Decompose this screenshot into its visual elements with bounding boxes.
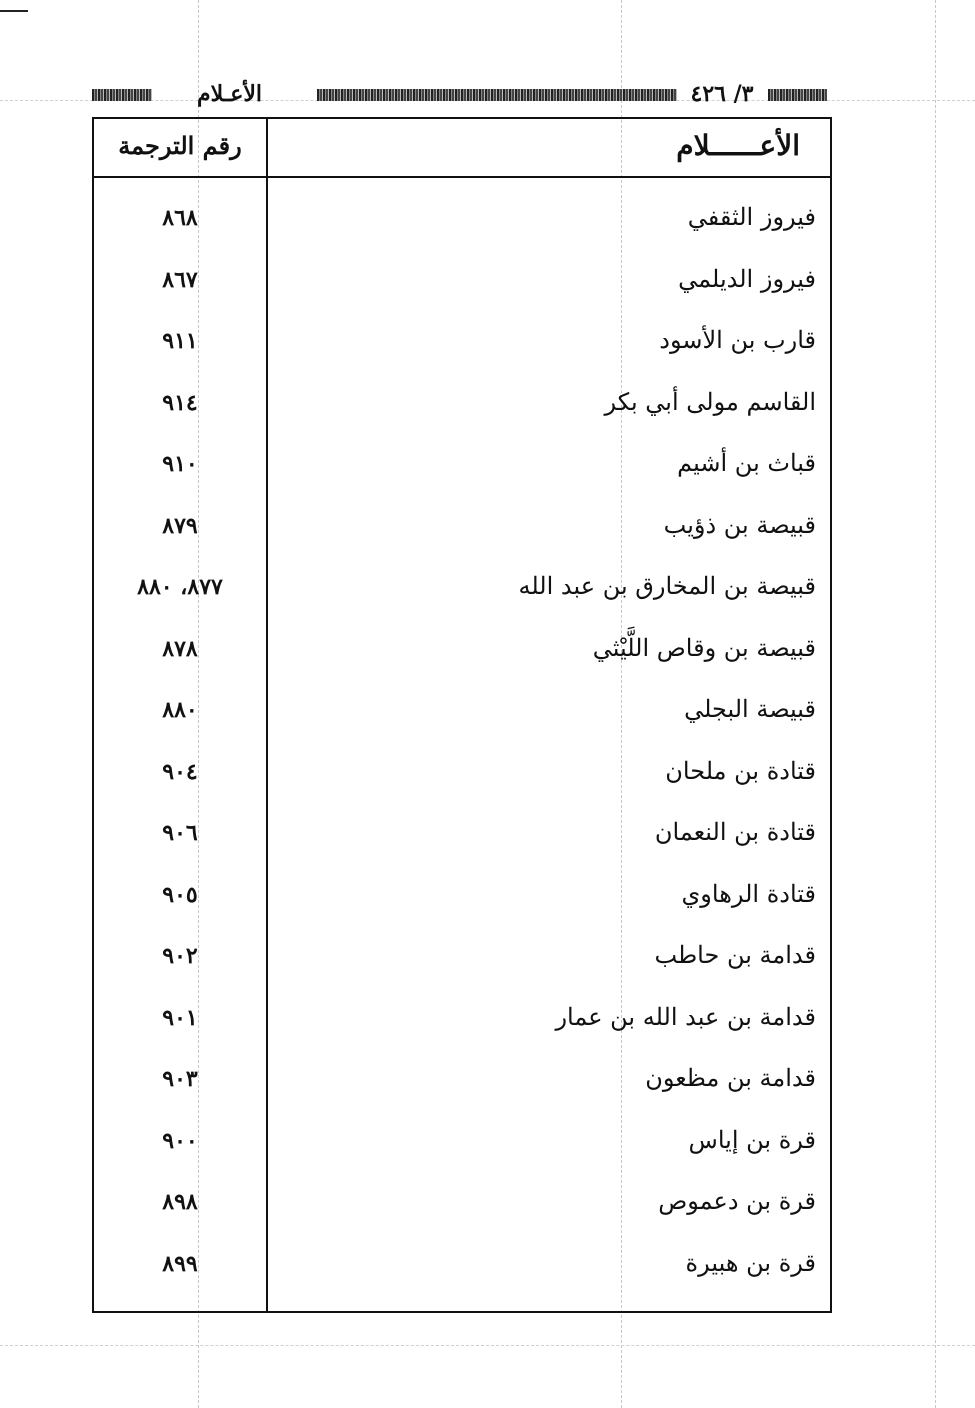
table-row [94,253,830,315]
page-number: ٣/ ٤٢٦ [690,81,754,107]
entry-number: ٩٠٠ [162,1127,198,1154]
table-row [94,1237,830,1299]
header-names: الأعــــــلام [676,129,800,162]
person-name: قبيصة بن وقاص اللَّيْثي [592,633,816,662]
person-name: قتادة الرهاوي [681,879,816,908]
header-entry-number: رقم الترجمة [118,131,242,160]
running-head [92,80,827,108]
section-title: الأعـلام [197,81,262,107]
table-row [94,1052,830,1114]
person-name: قرة بن هبيرة [685,1248,816,1277]
table-row [94,437,830,499]
entry-number: ٨٧٧، ٨٨٠ [137,574,223,600]
entry-number: ٨٧٨ [162,635,198,662]
table-row [94,191,830,253]
table-row [94,1175,830,1237]
person-name: قتادة بن ملحان [665,756,816,785]
person-name: قبيصة البجلي [684,695,816,723]
table-row [94,991,830,1053]
table-row [94,1114,830,1176]
table-row [94,745,830,807]
entry-number: ٨٨٠ [162,697,198,723]
entry-number: ٨٦٨ [162,205,198,231]
entry-number: ٨٩٨ [162,1189,198,1215]
entry-number: ٩٠١ [162,1004,198,1031]
person-name: قدامة بن حاطب [654,941,816,969]
entry-number: ٩٠٥ [162,881,198,908]
scan-guide-line [935,0,936,1408]
table-row [94,376,830,438]
entry-number: ٩١١ [162,328,198,354]
person-name: فيروز الديلمي [678,264,816,293]
person-name: قرة بن إياس [688,1125,816,1154]
ornamental-rule [317,89,677,101]
entry-number: ٨٦٧ [162,266,198,293]
table-row [94,622,830,684]
person-name: قتادة بن النعمان [654,818,816,846]
person-name: قدامة بن عبد الله بن عمار [555,1002,816,1031]
ornamental-rule [768,89,827,101]
table-row [94,314,830,376]
ornamental-rule [92,89,152,101]
entry-number: ٩١٠ [162,451,198,477]
scan-guide-line [0,1345,975,1346]
person-name: قبيصة بن ذؤيب [663,510,816,539]
entry-number: ٨٩٩ [162,1250,198,1277]
entry-number: ٩١٤ [162,389,198,416]
person-name: فيروز الثقفي [687,203,816,231]
person-name: القاسم مولى أبي بكر [604,387,816,416]
table-row [94,560,830,622]
table-row [94,868,830,930]
person-name: قبيصة بن المخارق بن عبد الله [518,572,816,600]
corner-crop-mark [0,10,28,12]
person-name: قدامة بن مظعون [645,1064,816,1092]
table-body [94,191,830,1298]
header-rule [94,176,830,178]
index-table [92,117,832,1313]
person-name: قرة بن دعموص [658,1187,816,1215]
person-name: قباث بن أشيم [677,449,816,477]
entry-number: ٩٠٢ [162,943,198,969]
table-row [94,499,830,561]
entry-number: ٩٠٣ [162,1066,198,1092]
table-row [94,683,830,745]
table-row [94,806,830,868]
entry-number: ٩٠٤ [162,758,198,785]
entry-number: ٩٠٦ [162,820,198,846]
table-row [94,929,830,991]
entry-number: ٨٧٩ [162,512,198,539]
person-name: قارب بن الأسود [659,326,816,354]
